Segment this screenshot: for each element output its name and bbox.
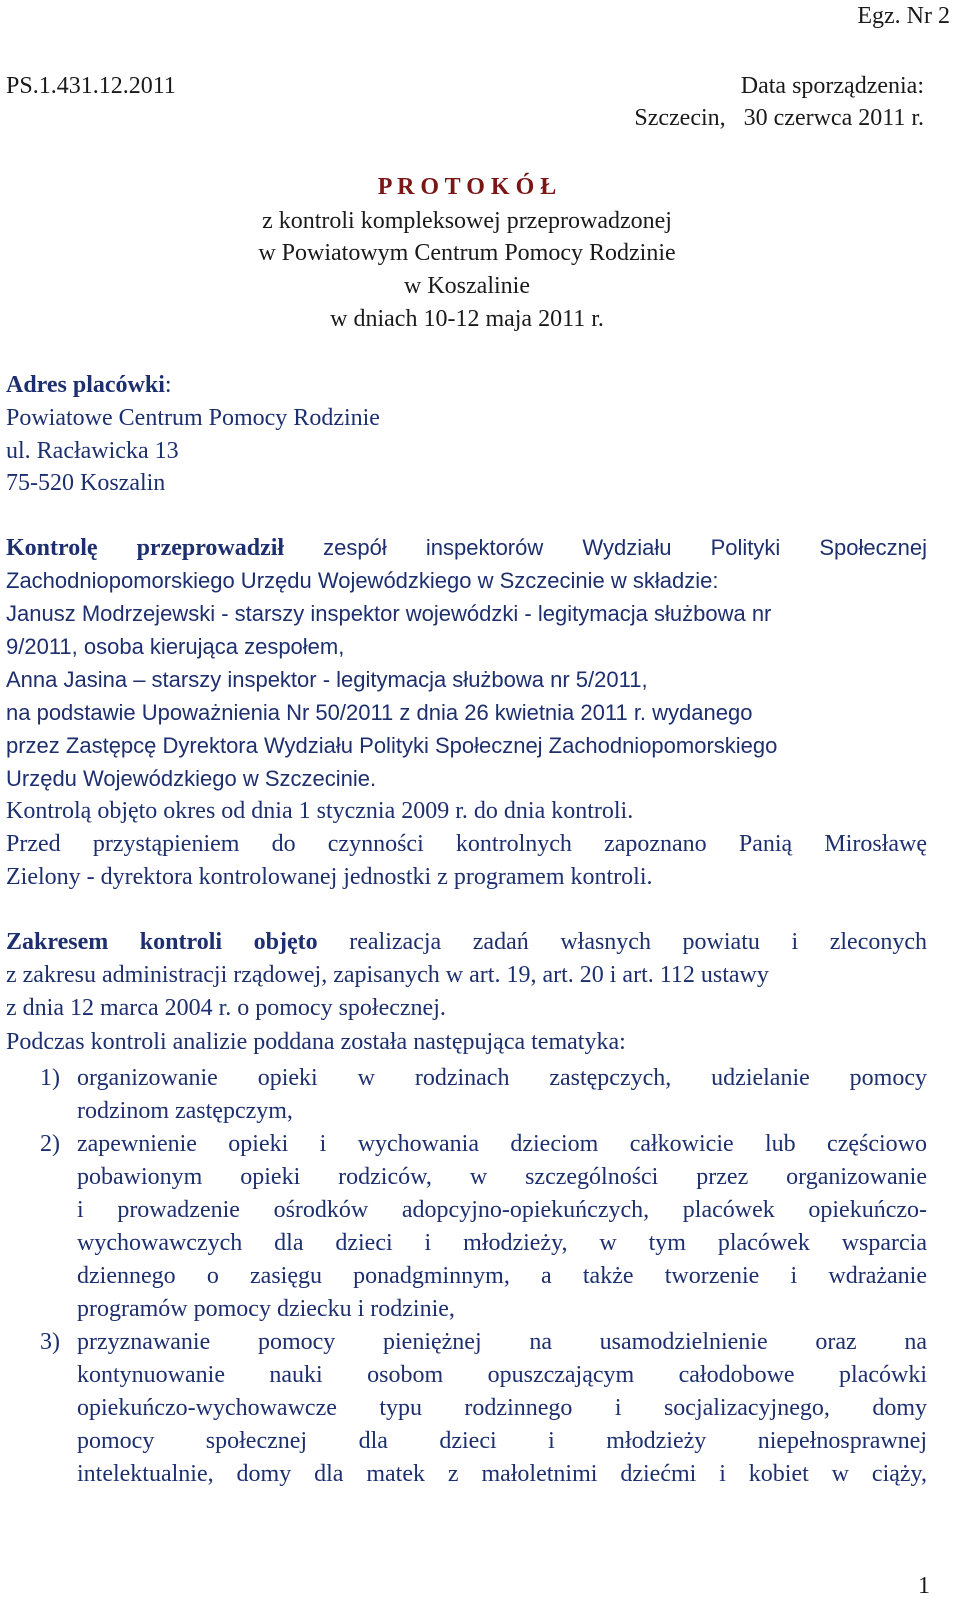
- date-value: Szczecin, 30 czerwca 2011 r.: [634, 105, 924, 131]
- inspection-line-7: przez Zastępcę Dyrektora Wydziału Polityki Społecznej Zachodniopomorskiego: [6, 733, 778, 758]
- title-line-1: z kontroli kompleksowej przeprowadzonej: [262, 208, 672, 234]
- title-line-2: w Powiatowym Centrum Pomocy Rodzinie: [258, 240, 676, 266]
- topic-2-number: 2): [40, 1131, 60, 1157]
- scope-line-1-rest: realizacja zadań własnych powiatu i zleconych: [349, 929, 928, 955]
- topic-2-line-6: programów pomocy dziecku i rodzinie,: [77, 1296, 455, 1322]
- topic-3-line-2: kontynuowanie nauki osobom opuszczającym całodobowe placówki: [77, 1362, 927, 1388]
- title-line-4: w dniach 10-12 maja 2011 r.: [330, 306, 604, 332]
- period-line-2: Przed przystąpieniem do czynności kontrolnych zapoznano Panią Mirosławę: [6, 831, 927, 857]
- inspection-line-6: na podstawie Upoważnienia Nr 50/2011 z dnia 26 kwietnia 2011 r. wydanego: [6, 700, 753, 725]
- address-line-2: ul. Racławicka 13: [6, 438, 179, 464]
- topic-3-line-5: intelektualnie, domy dla matek z małoletnimi dziećmi i kobiet w ciąży,: [77, 1461, 927, 1487]
- scope-line-1: [6, 926, 927, 958]
- topic-3-line-1: przyznawanie pomocy pieniężnej na usamodzielnienie oraz na: [77, 1329, 927, 1355]
- inspection-line-1-rest: zespół inspektorów Wydziału Polityki Społecznej: [323, 535, 928, 560]
- reference-number: PS.1.431.12.2011: [6, 73, 176, 99]
- page-number: 1: [918, 1573, 930, 1599]
- inspection-lead: Kontrolę przeprowadził: [6, 535, 285, 561]
- topic-2-line-4: wychowawczych dla dzieci i młodzieży, w tym placówek wsparcia: [77, 1230, 927, 1256]
- topic-2-line-5: dziennego o zasięgu ponadgminnym, a także tworzenie i wdrażanie: [77, 1263, 927, 1289]
- scope-line-2: z zakresu administracji rządowej, zapisanych w art. 19, art. 20 i art. 112 ustawy: [6, 962, 769, 988]
- inspection-line-8: Urzędu Wojewódzkiego w Szczecinie.: [6, 766, 377, 791]
- period-line-1: Kontrolą objęto okres od dnia 1 stycznia 2009 r. do dnia kontroli.: [6, 798, 634, 824]
- inspection-line-2: Zachodniopomorskiego Urzędu Wojewódzkiego w Szczecinie w składzie:: [6, 568, 719, 593]
- address-heading: [6, 369, 172, 401]
- scope-lead: Zakresem kontroli objęto: [6, 929, 318, 955]
- scope-line-4: Podczas kontroli analizie poddana została następująca tematyka:: [6, 1029, 626, 1055]
- topic-1-number: 1): [40, 1065, 60, 1091]
- inspection-line-5: Anna Jasina – starszy inspektor - legitymacja służbowa nr 5/2011,: [6, 667, 648, 692]
- copy-number: Egz. Nr 2: [857, 3, 950, 29]
- title-line-3: w Koszalinie: [404, 273, 530, 299]
- topic-2-line-2: pobawionym opieki rodziców, w szczególności przez organizowanie: [77, 1164, 927, 1190]
- topic-3-line-3: opiekuńczo-wychowawcze typu rodzinnego i socjalizacyjnego, domy: [77, 1395, 927, 1421]
- topic-1-line-2: rodzinom zastępczym,: [77, 1098, 293, 1124]
- period-line-3: Zielony - dyrektora kontrolowanej jednostki z programem kontroli.: [6, 864, 653, 890]
- inspection-line-3: Janusz Modrzejewski - starszy inspektor wojewódzki - legitymacja służbowa nr: [6, 601, 772, 626]
- address-colon: :: [164, 372, 172, 398]
- topic-2-line-1: zapewnienie opieki i wychowania dzieciom całkowicie lub częściowo: [77, 1131, 927, 1157]
- topic-3-line-4: pomocy społecznej dla dzieci i młodzieży niepełnosprawnej: [77, 1428, 927, 1454]
- topic-3-number: 3): [40, 1329, 60, 1355]
- address-label: Adres placówki: [6, 372, 165, 398]
- document-title: P R O T O K Ó Ł: [377, 174, 557, 200]
- topic-1-line-1: organizowanie opieki w rodzinach zastępczych, udzielanie pomocy: [77, 1065, 927, 1091]
- inspection-line-4: 9/2011, osoba kierująca zespołem,: [6, 634, 345, 659]
- inspection-line-1: [6, 532, 927, 564]
- date-label: Data sporządzenia:: [740, 73, 924, 99]
- address-line-3: 75-520 Koszalin: [6, 470, 166, 496]
- scope-line-3: z dnia 12 marca 2004 r. o pomocy społecznej.: [6, 995, 446, 1021]
- address-line-1: Powiatowe Centrum Pomocy Rodzinie: [6, 405, 380, 431]
- topic-2-line-3: i prowadzenie ośrodków adopcyjno-opiekuńczych, placówek opiekuńczo-: [77, 1197, 927, 1223]
